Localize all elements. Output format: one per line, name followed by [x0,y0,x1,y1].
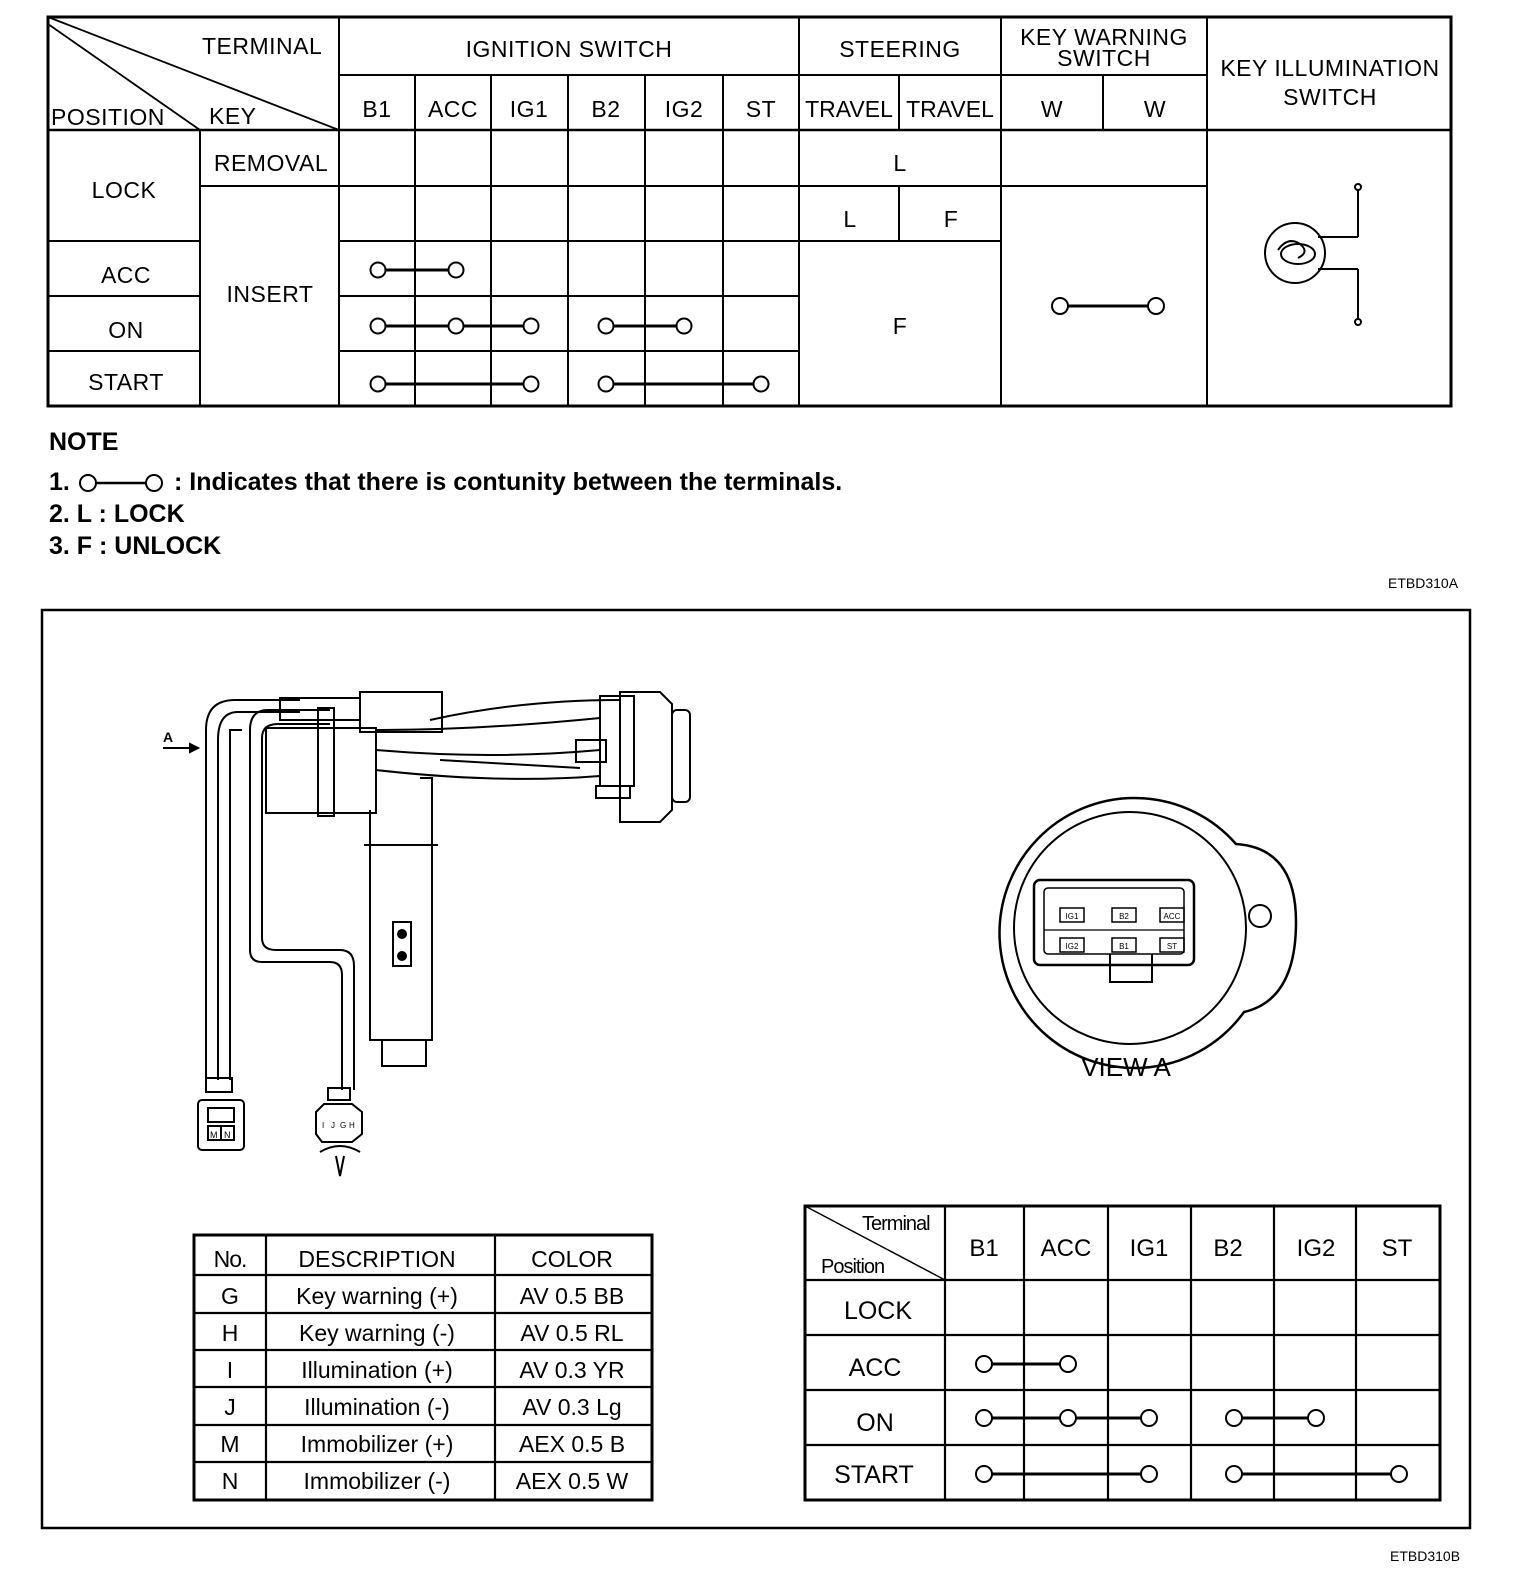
col-ig2: IG2 [664,96,704,122]
illum-pin-i: I [322,1121,325,1130]
wire-row-color: AV 0.3 YR [519,1357,625,1383]
bottom-corner-position: Position [821,1256,885,1278]
col-st: ST [745,96,777,122]
col-w-1: W [1040,96,1064,122]
figure-code-b: ETBD310B [1390,1548,1461,1564]
immobilizer-pin-n: N [224,1130,231,1140]
col-ig1: IG1 [509,96,549,122]
wire-row-no: N [221,1468,239,1494]
bottom-col-ig1: IG1 [1129,1235,1169,1262]
immobilizer-pin-m: M [210,1130,218,1140]
steering-insert-value: F [892,313,908,339]
pin-ig2: IG2 [1065,942,1079,951]
key-removal: REMOVAL [213,150,329,176]
continuity-symbol-icon [76,470,168,496]
row-on: ON [108,317,144,343]
key-warning-header-line2: SWITCH [1057,45,1151,71]
lower-figure [0,600,1520,1572]
wire-row-color: AV 0.5 RL [520,1320,624,1346]
wire-header-color: COLOR [531,1246,613,1272]
bottom-row-acc: ACC [848,1354,902,1382]
steering-header: STEERING [839,36,961,62]
key-insert: INSERT [226,281,314,307]
pin-b1: B1 [1119,942,1129,951]
col-w-2: W [1143,96,1167,122]
bottom-row-on: ON [856,1409,894,1437]
note-2: 2. L : LOCK [49,500,185,528]
lamp-symbol-icon [1265,184,1361,325]
col-acc: ACC [427,96,479,122]
bottom-col-ig2: IG2 [1296,1235,1336,1262]
arrow-a-label: A [163,729,174,745]
wire-row-description: Immobilizer (-) [303,1468,451,1494]
wire-row-description: Immobilizer (+) [300,1431,454,1457]
pin-acc: ACC [1163,912,1181,921]
ignition-switch-header: IGNITION SWITCH [465,36,673,62]
view-a-connector-drawing [1000,798,1296,1068]
row-acc: ACC [100,262,152,288]
pin-ig1: IG1 [1065,912,1079,921]
note-1-prefix: 1. [49,468,70,496]
bottom-col-acc: ACC [1040,1235,1092,1262]
wire-row-no: J [224,1394,236,1420]
wire-row-description: Illumination (+) [301,1357,453,1383]
wire-header-description: DESCRIPTION [298,1246,456,1272]
key-warning-header-line1: KEY WARNING [1020,24,1188,50]
bottom-col-b2: B2 [1213,1235,1243,1262]
bottom-col-st: ST [1381,1235,1413,1262]
key-illumination-header-line2: SWITCH [1283,84,1377,110]
ignition-switch-assembly-drawing [163,692,690,1176]
illum-pin-g: G [340,1121,347,1130]
bottom-row-lock: LOCK [843,1297,913,1325]
corner-key-label: KEY [209,103,257,129]
corner-position-label: POSITION [51,104,165,130]
pin-b2: B2 [1119,912,1129,921]
col-b2: B2 [591,96,621,122]
figure-code-a: ETBD310A [1388,575,1459,591]
wire-row-color: AV 0.3 Lg [522,1394,622,1420]
illum-pin-j: J [331,1121,335,1130]
bottom-row-start: START [834,1461,914,1489]
bottom-corner-terminal: Terminal [862,1213,930,1235]
note-1-text: : Indicates that there is contunity between the terminals. [174,468,843,496]
wire-row-color: AV 0.5 BB [519,1283,625,1309]
row-start: START [88,369,164,395]
view-a-label: VIEW A [1081,1052,1171,1082]
col-travel-1: TRAVEL [805,96,893,122]
wire-row-description: Key warning (-) [299,1320,455,1346]
steering-lock-left-value: L [843,206,857,232]
col-b1: B1 [362,96,392,122]
key-illumination-header-line1: KEY ILLUMINATION [1220,55,1440,81]
wire-row-description: Key warning (+) [296,1283,458,1309]
bottom-col-b1: B1 [969,1235,999,1262]
wire-row-no: I [226,1357,234,1383]
wire-row-color: AEX 0.5 W [515,1468,629,1494]
wire-header-no: No. [213,1246,247,1272]
steering-lock-right-value: F [943,206,959,232]
col-travel-2: TRAVEL [906,96,994,122]
illum-pin-h: H [349,1121,355,1130]
row-lock: LOCK [91,177,157,203]
wire-row-color: AEX 0.5 B [518,1431,626,1457]
wire-row-no: G [221,1283,239,1309]
corner-terminal-label: TERMINAL [202,33,323,59]
wire-row-no: M [220,1431,240,1457]
pin-st: ST [1166,942,1178,951]
wire-row-description: Illumination (-) [304,1394,450,1420]
note-3: 3. F : UNLOCK [49,532,222,560]
wire-row-no: H [221,1320,239,1346]
note-title: NOTE [49,428,119,456]
steering-removal-value: L [893,150,907,176]
bottom-table-grid [805,1206,1440,1500]
